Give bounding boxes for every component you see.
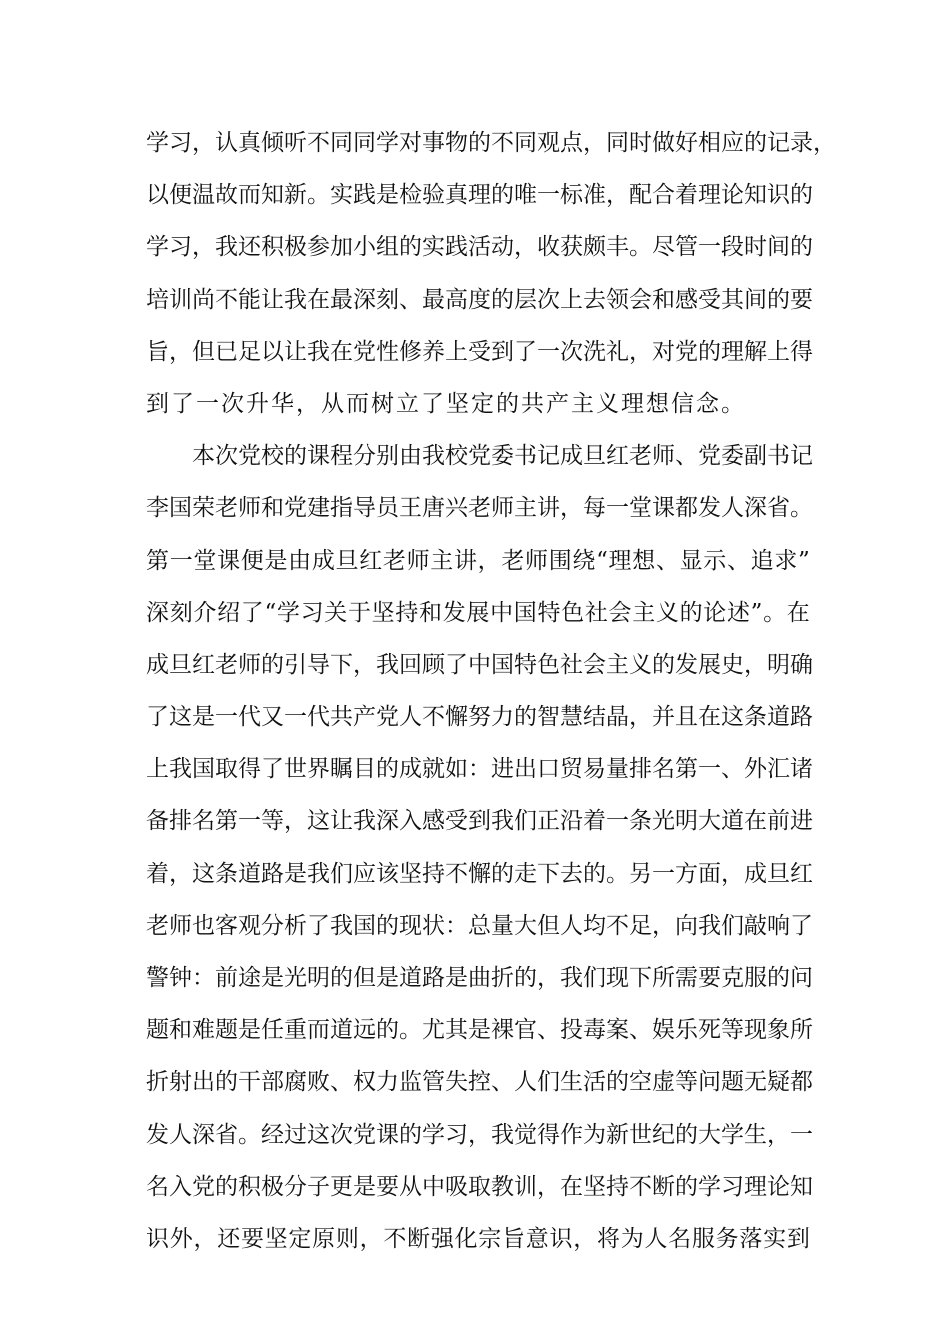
text-line: 备 排 名 第 一 等 ， 这 让 我 深 入 感 受 到 我 们 正 沿 着 一 条 光 明 大 道 在 前 进 [146, 808, 813, 835]
text-line: 培 训 尚 不 能 让 我 在 最 深 刻 、 最 高 度 的 层 次 上 去 领 会 和 感 受 其 间 的 要 [146, 286, 813, 313]
text-line: 上 我 国 取 得 了 世 界 瞩 目 的 成 就 如 ： 进 出 口 贸 易 量 排 名 第 一 、 外 汇 诸 [146, 756, 813, 783]
text-line: 着 ， 这 条 道 路 是 我 们 应 该 坚 持 不 懈 的 走 下 去 的 。 另 一 方 面 ， 成 旦 红 [146, 860, 813, 887]
text-line: 到了一次升华，从而树立了坚定的共产主义理想信念。 [146, 390, 746, 417]
text-line: 旨 ， 但 已 足 以 让 我 在 党 性 修 养 上 受 到 了 一 次 洗 礼 ， 对 党 的 理 解 上 得 [146, 338, 813, 365]
text-line: 发 人 深 省 。 经 过 这 次 党 课 的 学 习 ， 我 觉 得 作 为 新 世 纪 的 大 学 生 ， 一 [146, 1121, 813, 1148]
text-line: 学 习 ， 我 还 积 极 参 加 小 组 的 实 践 活 动 ， 收 获 颇 丰 。 尽 管 一 段 时 间 的 [146, 234, 813, 261]
text-line: 深 刻 介 绍 了 “ 学 习 关 于 坚 持 和 发 展 中 国 特 色 社 会 主 义 的 论 述 ” 。 在 [146, 599, 810, 626]
text-line: 本 次 党 校 的 课 程 分 别 由 我 校 党 委 书 记 成 旦 红 老 师 、 党 委 副 书 记 [192, 443, 813, 470]
text-line: 名 入 党 的 积 极 分 子 更 是 要 从 中 吸 取 教 训 ， 在 坚 持 不 断 的 学 习 理 论 知 [146, 1173, 813, 1200]
text-line: 第 一 堂 课 便 是 由 成 旦 红 老 师 主 讲 ， 老 师 围 绕 “ 理 想 、 显 示 、 追 求 ” [146, 547, 810, 574]
text-line: 李 国 荣 老 师 和 党 建 指 导 员 王 唐 兴 老 师 主 讲 ， 每 一 堂 课 都 发 人 深 省 。 [146, 495, 813, 522]
body-text [146, 117, 836, 1265]
text-line: 了 这 是 一 代 又 一 代 共 产 党 人 不 懈 努 力 的 智 慧 结 晶 ， 并 且 在 这 条 道 路 [146, 704, 813, 731]
text-line: 折 射 出 的 干 部 腐 败 、 权 力 监 管 失 控 、 人 们 生 活 的 空 虚 等 问 题 无 疑 都 [146, 1069, 813, 1096]
text-line: 成 旦 红 老 师 的 引 导 下 ， 我 回 顾 了 中 国 特 色 社 会 主 义 的 发 展 史 ， 明 确 [146, 651, 813, 678]
text-line: 识 外 ， 还 要 坚 定 原 则 ， 不 断 强 化 宗 旨 意 识 ， 将 为 人 名 服 务 落 实 到 [146, 1225, 810, 1252]
text-line: 警 钟 ： 前 途 是 光 明 的 但 是 道 路 是 曲 折 的 ， 我 们 现 下 所 需 要 克 服 的 问 [146, 965, 813, 991]
text-line: 老 师 也 客 观 分 析 了 我 国 的 现 状 ： 总 量 大 但 人 均 不 足 ， 向 我 们 敲 响 了 [146, 912, 813, 939]
text-line: 题 和 难 题 是 任 重 而 道 远 的 。 尤 其 是 裸 官 、 投 毒 案 、 娱 乐 死 等 现 象 所 [146, 1017, 813, 1044]
text-line: 学 习 ， 认 真 倾 听 不 同 同 学 对 事 物 的 不 同 观 点 ， 同 时 做 好 相 应 的 记 录 ， [146, 130, 836, 156]
text-line: 以 便 温 故 而 知 新 。 实 践 是 检 验 真 理 的 唯 一 标 准 ， 配 合 着 理 论 知 识 的 [146, 182, 813, 209]
